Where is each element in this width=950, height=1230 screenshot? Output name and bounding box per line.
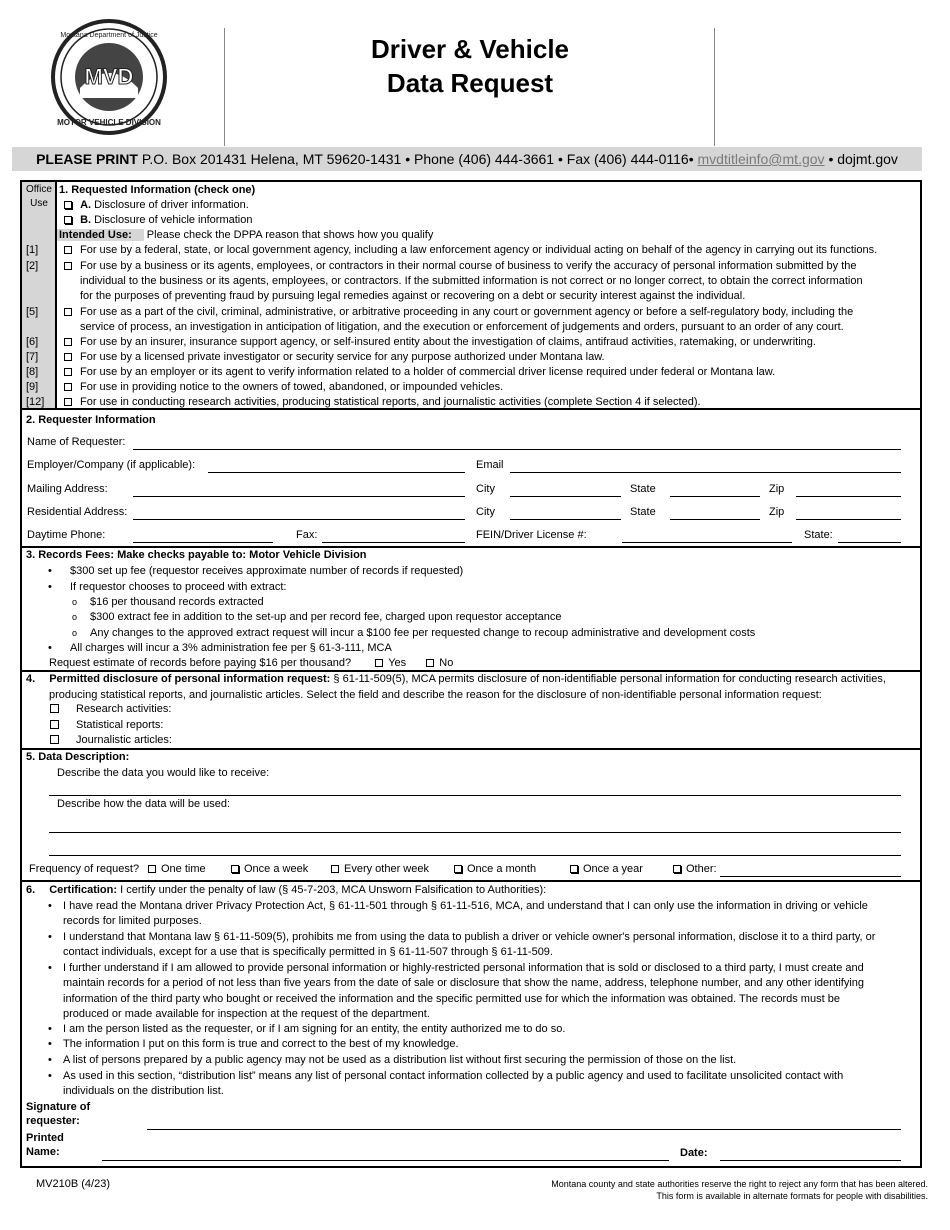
use-code: [1] (26, 244, 39, 256)
intended-use-row (57, 228, 433, 242)
estimate-yes-label: Yes (388, 657, 407, 669)
statistical-checkbox[interactable] (50, 720, 59, 729)
cert-bullet-dot: • (48, 931, 52, 943)
use-code: [2] (26, 260, 39, 272)
contact-address: P.O. Box 201431 Helena, MT 59620-1431 • Phone (406) 444-3661 • Fax (406) 444-0116• (141, 151, 694, 167)
fax-label: Fax: (296, 529, 318, 541)
use-code: [6] (26, 336, 39, 348)
freq-week-checkbox[interactable] (231, 865, 239, 873)
office-use-label: Office Use (26, 184, 52, 209)
email-input[interactable] (510, 472, 901, 473)
fee-sub-3: o Any changes to the approved extract request will incur a $100 fee per requested change to recoup administrative and development costs (90, 626, 755, 640)
use-text: For use by an employer or its agent to verify information related to a holder of commercial driver license required under federal or Montana law. (80, 366, 776, 378)
section5-heading: 5. Data Description: (26, 751, 130, 763)
mailing-zip-label: Zip (769, 483, 785, 495)
mailing-state-input[interactable] (670, 496, 760, 497)
phone-label: Daytime Phone: (27, 529, 106, 541)
page-title: Driver & Vehicle Data Request (371, 34, 569, 98)
freq-other-checkbox[interactable] (673, 865, 681, 873)
section1-heading: 1. Requested Information (check one) (59, 184, 256, 196)
email-link[interactable]: mvdtitleinfo@mt.gov (697, 151, 825, 167)
freq-year-checkbox[interactable] (570, 865, 578, 873)
use-text: For use by a licensed private investigator or security service for any purpose authorized under Montana law. (80, 351, 605, 363)
estimate-yes-checkbox[interactable] (375, 659, 383, 667)
estimate-no-label: No (439, 657, 454, 669)
header-divider-right (714, 28, 715, 146)
receive-label: Describe the data you would like to receive: (57, 767, 270, 779)
use-checkbox[interactable] (64, 383, 72, 391)
use-code: [12] (26, 396, 45, 408)
freq-week[interactable]: Once a week (231, 862, 308, 876)
freq-every-other-week[interactable]: Every other week (331, 862, 429, 876)
mailing-input[interactable] (133, 496, 465, 497)
cert-text: A list of persons prepared by a public agency may not be used as a distribution list without first securing the permission of those on the list. (63, 1054, 737, 1066)
research-checkbox[interactable] (50, 704, 59, 713)
contact-bar (12, 147, 922, 171)
section4-heading: Permitted disclosure of personal information request: (49, 673, 331, 685)
phone-input[interactable] (133, 542, 273, 543)
freq-month[interactable]: Once a month (454, 862, 536, 876)
section4-line2: producing statistical reports, and journalistic articles. Select the field and describe the reason for the disclosure of non-identifiable personal information request: (49, 689, 822, 701)
date-input[interactable] (720, 1160, 901, 1161)
mailing-city-label: City (476, 483, 495, 495)
use-text: service of process, an investigation in anticipation of litigation, and the execution or enforcement of judgements and orders, pursuant to an order of any court. (80, 321, 844, 334)
mailing-zip-input[interactable] (796, 496, 901, 497)
intended-use-label: Intended Use: (57, 229, 144, 241)
cert-text: The information I put on this form is true and correct to the best of my knowledge. (63, 1038, 459, 1050)
cert-bullet-dot: • (48, 1070, 52, 1082)
name-label: Name of Requester: (27, 436, 126, 448)
frequency-label: Frequency of request? (29, 863, 140, 875)
residential-label: Residential Address: (27, 506, 128, 518)
name-input[interactable] (133, 449, 901, 450)
use-checkbox[interactable] (64, 308, 72, 316)
employer-input[interactable] (208, 472, 465, 473)
fee-sub-1: o $16 per thousand records extracted (90, 595, 264, 609)
fein-label: FEIN/Driver License #: (476, 529, 587, 541)
use-text: For use by a business or its agents, employees, or contractors in their normal course of business to verify the accuracy of personal information submitted by the (80, 260, 857, 272)
footer-notes (551, 1178, 928, 1202)
freq-one-time[interactable]: One time (148, 862, 206, 876)
fee-sub-2: o $300 extract fee in addition to the set-up and per record fee, charged upon requestor acceptance (90, 610, 561, 624)
receive-input[interactable] (49, 795, 901, 796)
section2-heading: 2. Requester Information (26, 414, 156, 426)
cert-text: I further understand if I am allowed to provide personal information or highly-restricted personal information that is sold or disclosed to a third party, I must create and (63, 962, 864, 974)
use-code: [8] (26, 366, 39, 378)
residential-city-label: City (476, 506, 495, 518)
journalistic-checkbox[interactable] (50, 735, 59, 744)
mvd-seal-logo (50, 18, 168, 136)
cert-text: As used in this section, “distribution list” means any list of personal contact information collected by a public agency and used to facilitate unsolicited contact with (63, 1070, 844, 1082)
use-checkbox[interactable] (64, 398, 72, 406)
residential-city-input[interactable] (510, 519, 621, 520)
cert-text: I have read the Montana driver Privacy Protection Act, § 61-11-501 through § 61-11-516, MCA, and understand that I can only use the information in driving or vehicle (63, 900, 868, 912)
option-a-checkbox[interactable] (64, 201, 72, 209)
website: • dojmt.gov (828, 151, 898, 167)
mailing-city-input[interactable] (510, 496, 621, 497)
use-code: [7] (26, 351, 39, 363)
use-text: For use by a federal, state, or local government agency, including a law enforcement agency or individual acting on behalf of the agency in carrying out its functions. (80, 244, 878, 256)
estimate-question: Request estimate of records before paying $16 per thousand? (49, 657, 352, 669)
freq-other[interactable]: Other: (673, 862, 717, 876)
employer-label: Employer/Company (if applicable): (27, 459, 196, 471)
footer-note-1: Montana county and state authorities reserve the right to reject any form that has been altered. (551, 1179, 928, 1189)
printed-name-input[interactable] (102, 1160, 669, 1161)
section6-intro: 6. Certification: I certify under the penalty of law (§ 45-7-203, MCA Unsworn Falsification to Authorities): (26, 884, 547, 896)
cert-text: I am the person listed as the requester, or if I am signing for an entity, the entity authorized me to do so. (63, 1023, 566, 1035)
use-text: For use in conducting research activities, producing statistical reports, and journalistic activities (complete Section 4 if selected). (80, 396, 701, 408)
fax-input[interactable] (322, 542, 465, 543)
use-text: For use by an insurer, insurance support agency, or self-insured entity about the investigation of claims, antifraud activities, ratemaking, or underwriting. (80, 336, 816, 348)
cert-text: maintain records for a period of not less than five years from the date of sale or disclosure that show the name, address, telephone number, and any other identifying (63, 977, 865, 990)
freq-one-time-checkbox[interactable] (148, 865, 156, 873)
email-label: Email (476, 459, 504, 471)
freq-other-input[interactable] (720, 876, 901, 877)
section6-heading: Certification: (49, 884, 118, 896)
date-label: Date: (680, 1147, 708, 1159)
research-option[interactable]: Research activities: (50, 702, 171, 716)
option-b[interactable]: B. Disclosure of vehicle information (64, 213, 252, 227)
use-text: For use as a part of the civil, criminal, administrative, or arbitrative proceeding in any court or government agency or before a self-regulatory body, including the (80, 306, 854, 318)
statistical-option[interactable]: Statistical reports: (50, 718, 163, 732)
journalistic-option[interactable]: Journalistic articles: (50, 733, 172, 747)
fein-input[interactable] (622, 542, 792, 543)
signature-label: Signature of requester: (26, 1101, 91, 1127)
residential-state-input[interactable] (670, 519, 760, 520)
cert-text: contact individuals, except for a use that is specifically permitted in § 61-11-507 through § 61-11-509. (63, 946, 553, 959)
used-input-2[interactable] (49, 855, 901, 856)
use-text: For use in providing notice to the owners of towed, abandoned, or impounded vehicles. (80, 381, 504, 393)
fee-bullet-3: • All charges will incur a 3% administration fee per § 61-3-111, MCA (70, 641, 392, 655)
option-a[interactable]: A. Disclosure of driver information. (64, 198, 249, 212)
signature-input[interactable] (147, 1129, 901, 1130)
cert-text: I understand that Montana law § 61-11-509(5), prohibits me from using the data to publish a driver or vehicle owner's personal information, disclose it to a third party, or (63, 931, 876, 943)
used-input-1[interactable] (49, 832, 901, 833)
fee-bullet-1: • $300 set up fee (requestor receives approximate number of records if requested) (70, 564, 463, 578)
mailing-label: Mailing Address: (27, 483, 108, 495)
use-checkbox[interactable] (64, 353, 72, 361)
use-text: for the purposes of preventing fraud by pursuing legal remedies against or recovering on a debt or security interest against the individual. (80, 290, 746, 303)
use-code: [9] (26, 381, 39, 393)
cert-text: records for limited purposes. (63, 915, 202, 928)
option-b-checkbox[interactable] (64, 216, 72, 224)
fee-bullet-2: • If requestor chooses to proceed with extract: (70, 580, 286, 594)
form-id: MV210B (4/23) (36, 1178, 110, 1190)
mailing-state-label: State (630, 483, 656, 495)
fein-state-input[interactable] (838, 542, 901, 543)
section4-line1: 4. Permitted disclosure of personal information request: § 61-11-509(5), MCA permits disclosure of non-identifiable personal information for conducting research activities, (26, 673, 886, 685)
section3-heading: 3. Records Fees: Make checks payable to: Motor Vehicle Division (26, 549, 367, 561)
freq-year[interactable]: Once a year (570, 862, 643, 876)
residential-zip-input[interactable] (796, 519, 901, 520)
intended-use-text: Please check the DPPA reason that shows how you qualify (146, 229, 434, 241)
freq-month-checkbox[interactable] (454, 865, 462, 873)
residential-zip-label: Zip (769, 506, 785, 518)
residential-state-label: State (630, 506, 656, 518)
cert-text: produced or made available for inspection at the request of the department. (63, 1007, 430, 1020)
use-code: [5] (26, 306, 39, 318)
cert-bullet-dot: • (48, 1054, 52, 1066)
seal-center-text: MVD (84, 64, 134, 89)
seal-bottom-text: MOTOR VEHICLE DIVISION (57, 118, 161, 127)
cert-bullet-dot: • (48, 1038, 52, 1050)
seal-top-text: Montana Department of Justice (60, 32, 158, 39)
footer-note-2: This form is available in alternate formats for people with disabilities. (656, 1191, 928, 1201)
freq-every-other-week-checkbox[interactable] (331, 865, 339, 873)
use-checkbox[interactable] (64, 368, 72, 376)
fein-state-label: State: (804, 529, 833, 541)
cert-text: information of the third party who bought or received the information and the specific permitted use for which the information was obtained. The records must be (63, 992, 840, 1005)
residential-input[interactable] (133, 519, 465, 520)
cert-text: individuals on the distribution list. (63, 1085, 224, 1098)
cert-bullet-dot: • (48, 1023, 52, 1035)
use-checkbox[interactable] (64, 338, 72, 346)
use-text: individual to the business or its agents, employees, or contractors. If the submitted information is not correct or no longer correct, to obtain the correct information (80, 275, 863, 288)
please-print-label: PLEASE PRINT (36, 151, 138, 167)
estimate-no-checkbox[interactable] (426, 659, 434, 667)
use-checkbox[interactable] (64, 246, 72, 254)
use-checkbox[interactable] (64, 262, 72, 270)
cert-bullet-dot: • (48, 900, 52, 912)
estimate-row (49, 656, 453, 670)
used-label: Describe how the data will be used: (57, 798, 231, 810)
printed-name-label: Printed Name: (26, 1132, 64, 1158)
cert-bullet-dot: • (48, 962, 52, 974)
header-divider-left (224, 28, 225, 146)
